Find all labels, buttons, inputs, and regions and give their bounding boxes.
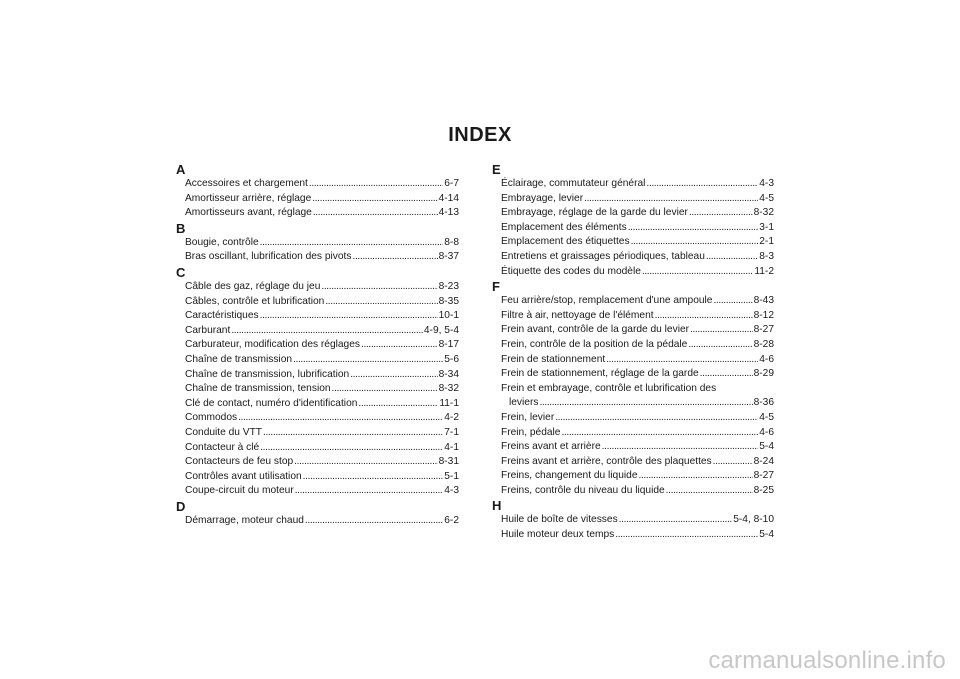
index-entry [185, 280, 459, 295]
index-entry-page: 4-5 [759, 411, 774, 423]
index-entry [501, 309, 774, 324]
index-entry-page: 8-43 [753, 295, 774, 307]
index-entry-page: 2-1 [759, 236, 774, 248]
index-entry-page: 6-2 [444, 514, 459, 526]
index-entry-page: 5-6 [444, 353, 459, 365]
index-entry-page: 7-1 [444, 426, 459, 438]
index-entry-page: 6-7 [444, 178, 459, 189]
index-entry [185, 309, 459, 324]
index-entry-page: 8-32 [438, 383, 459, 395]
leader-dots [642, 265, 753, 280]
index-entry [501, 469, 774, 484]
index-entry [185, 397, 459, 412]
index-entry-page: 8-27 [753, 470, 774, 482]
index-entry-label: Caractéristiques [185, 310, 259, 322]
leader-dots [260, 309, 438, 324]
index-entry-label: Amortisseurs avant, réglage [185, 207, 312, 219]
index-entry [185, 192, 459, 207]
index-letter-d: D [176, 498, 186, 514]
index-letter-c: C [176, 264, 186, 280]
index-entry [185, 236, 459, 251]
leader-dots [231, 324, 423, 339]
leader-dots [713, 294, 752, 309]
leader-dots [690, 323, 753, 338]
index-entry [185, 353, 459, 368]
index-entry [185, 411, 459, 426]
index-entry-label: Éclairage, commutateur général [501, 178, 646, 189]
index-entry-label: Conduite du VTT [185, 426, 263, 438]
index-entry [185, 324, 459, 339]
index-entry-page: 4-3 [444, 485, 459, 497]
index-entry [501, 235, 774, 250]
index-entry-page: 8-32 [753, 207, 774, 219]
index-entry [501, 192, 774, 207]
index-column-right [492, 162, 774, 543]
index-entry [185, 206, 459, 221]
index-entry-page: 10-1 [438, 310, 459, 322]
index-entry-label: Étiquette des codes du modèle [501, 265, 641, 277]
index-entry-label: Frein, contrôle de la position de la pédale [501, 338, 688, 350]
index-entry-label: Huile moteur deux temps [501, 529, 615, 541]
index-column-left [176, 162, 459, 528]
index-entry-label: Feu arrière/stop, remplacement d'une ampoule [501, 295, 713, 307]
leader-dots [361, 338, 438, 353]
leader-dots [238, 411, 443, 426]
leader-dots [325, 295, 437, 310]
index-entry-label: Huile de boîte de vitesses [501, 514, 618, 526]
index-entry [501, 528, 774, 543]
leader-dots [312, 192, 437, 207]
leader-dots [295, 484, 444, 499]
index-entry-label: Commodos [185, 412, 238, 424]
index-entry-page: 4-1 [444, 441, 459, 453]
index-entry [501, 206, 774, 221]
index-entry-page: 8-37 [438, 251, 459, 263]
leader-dots [352, 250, 437, 265]
leader-dots [313, 206, 438, 221]
index-entry-label: Filtre à air, nettoyage de l'élément [501, 309, 654, 321]
leader-dots [263, 426, 443, 441]
leader-dots [260, 236, 444, 251]
page-title: INDEX [448, 124, 512, 146]
index-entry-page: 8-28 [753, 338, 774, 350]
index-entry [501, 411, 774, 426]
index-entry [501, 221, 774, 236]
index-entry-label: Contrôles avant utilisation [185, 470, 302, 482]
index-entry-label: Chaîne de transmission [185, 353, 293, 365]
index-entry-page: 11-1 [439, 397, 459, 409]
leader-dots [646, 177, 758, 192]
index-entry-label: Freins avant et arrière [501, 441, 601, 453]
index-entry [185, 484, 459, 499]
index-entry-page: 8-25 [753, 484, 774, 496]
index-entry-label: Bras oscillant, lubrification des pivots [185, 251, 352, 263]
index-entry-label: Embrayage, levier [501, 192, 584, 204]
leader-dots [584, 192, 758, 207]
index-entry [501, 513, 774, 528]
leader-dots [260, 441, 443, 456]
index-entry-page: 4-6 [759, 353, 774, 365]
index-entry [185, 514, 459, 529]
index-entry [185, 338, 459, 353]
leader-dots [602, 440, 759, 455]
index-entry [185, 382, 459, 397]
index-entry-label: Bougie, contrôle [185, 236, 259, 248]
index-letter-a: A [176, 162, 186, 177]
index-entry-label: Coupe-circuit du moteur [185, 485, 294, 497]
leader-dots [305, 514, 443, 529]
index-entry-label: Câble des gaz, réglage du jeu [185, 280, 321, 292]
leader-dots [713, 455, 753, 470]
index-entry-label: Frein, levier [501, 411, 555, 423]
index-entry [185, 368, 459, 383]
index-entry-label: Clé de contact, numéro d'identification [185, 397, 358, 409]
index-entry-label: Entretiens et graissages périodiques, tableau [501, 250, 705, 262]
index-entry-label: Chaîne de transmission, lubrification [185, 368, 350, 380]
index-letter-f: F [492, 279, 500, 295]
leader-dots [631, 235, 759, 250]
leader-dots [655, 309, 753, 324]
index-entry-page: 3-1 [759, 221, 774, 233]
index-entry-label: Emplacement des éléments [501, 221, 627, 233]
leader-dots [638, 469, 752, 484]
index-entry-label: Freins, changement du liquide [501, 470, 638, 482]
index-letter-h: H [492, 498, 502, 514]
index-entry-label: Carburateur, modification des réglages [185, 339, 360, 351]
index-entry-page: 8-17 [438, 339, 459, 351]
leader-dots [321, 280, 437, 295]
index-entry [185, 250, 459, 265]
index-entry-page: 8-27 [753, 324, 774, 336]
index-entry-page: 8-8 [444, 236, 459, 248]
index-entry-label: Embrayage, réglage de la garde du levier [501, 207, 688, 219]
index-entry-page: 8-35 [438, 295, 459, 307]
index-entry-page: 8-12 [753, 309, 774, 321]
index-entry-page: 8-3 [759, 250, 774, 262]
index-entry [501, 294, 774, 309]
leader-dots [700, 367, 753, 382]
index-entry-page: 11-2 [754, 265, 774, 277]
index-entry-label: Frein, pédale [501, 426, 561, 438]
index-entry-label: Câbles, contrôle et lubrification [185, 295, 325, 307]
index-entry-page: 5-1 [444, 470, 459, 482]
leader-dots [539, 396, 752, 411]
watermark-text: carmanualsonline.info [708, 647, 946, 674]
leader-dots [666, 484, 753, 499]
index-entry [185, 177, 459, 192]
index-entry-label: Freins avant et arrière, contrôle des plaquettes [501, 455, 712, 467]
leader-dots [555, 411, 758, 426]
leader-dots [606, 353, 758, 368]
index-entry-page: 4-2 [444, 412, 459, 424]
index-entry-page: 5-4 [759, 441, 774, 453]
leader-dots [350, 368, 437, 383]
index-entry-page: 4-14 [438, 192, 459, 204]
leader-dots [293, 353, 443, 368]
index-entry-label: Emplacement des étiquettes [501, 236, 630, 248]
index-letter-b: B [176, 220, 186, 236]
index-letter-e: E [492, 162, 501, 177]
leader-dots [628, 221, 759, 236]
leader-dots [309, 177, 443, 192]
index-entry [185, 470, 459, 485]
index-entry-page: 8-34 [438, 368, 459, 380]
index-entry [501, 353, 774, 368]
index-entry-page: 8-36 [753, 397, 774, 409]
index-entry-page: 8-29 [753, 368, 774, 380]
index-entry [501, 177, 774, 192]
leader-dots [619, 513, 733, 528]
index-entry-page: 4-9, 5-4 [423, 324, 459, 336]
index-entry [501, 440, 774, 455]
index-entry-page: 4-5 [759, 192, 774, 204]
index-entry [501, 323, 774, 338]
index-entry-label: Chaîne de transmission, tension [185, 383, 331, 395]
leader-dots [706, 250, 758, 265]
index-entry-page: 4-3 [759, 178, 774, 189]
index-entry-label: Frein avant, contrôle de la garde du levier [501, 324, 690, 336]
index-entry-label: Contacteurs de feu stop [185, 456, 294, 468]
index-entry [185, 295, 459, 310]
index-entry [185, 441, 459, 456]
index-entry-label: Frein de stationnement, réglage de la garde [501, 368, 699, 380]
index-entry [509, 396, 774, 411]
index-entry-label: leviers [509, 397, 539, 409]
index-entry [501, 338, 774, 353]
index-entry-page: 8-23 [438, 280, 459, 292]
leader-dots [358, 397, 438, 412]
index-entry [501, 484, 774, 499]
index-entry-label: Accessoires et chargement [185, 178, 308, 189]
leader-dots [615, 528, 758, 543]
leader-dots [303, 470, 444, 485]
index-entry-page: 5-4 [759, 529, 774, 541]
leader-dots [688, 338, 752, 353]
index-entry-label: Contacteur à clé [185, 441, 260, 453]
index-entry [185, 426, 459, 441]
index-entry-page: 8-31 [438, 456, 459, 468]
leader-dots [332, 382, 438, 397]
index-entry [501, 455, 774, 470]
index-entry [501, 426, 774, 441]
index-entry-label: Frein et embrayage, contrôle et lubrification des [501, 382, 717, 394]
index-entry [501, 265, 774, 280]
leader-dots [294, 455, 437, 470]
index-entry-page: 4-13 [438, 207, 459, 219]
index-entry-label: Démarrage, moteur chaud [185, 514, 304, 526]
index-entry-label: Freins, contrôle du niveau du liquide [501, 484, 665, 496]
index-entry-label: Frein de stationnement [501, 353, 606, 365]
index-entry [185, 455, 459, 470]
index-entry-page: 4-6 [759, 426, 774, 438]
index-entry-label: Amortisseur arrière, réglage [185, 192, 312, 204]
index-entry-label: Carburant [185, 324, 231, 336]
index-entry-page: 5-4, 8-10 [733, 514, 774, 526]
index-entry-page: 8-24 [753, 455, 774, 467]
index-entry [501, 367, 774, 382]
index-entry [501, 250, 774, 265]
leader-dots [689, 206, 753, 221]
leader-dots [561, 426, 758, 441]
